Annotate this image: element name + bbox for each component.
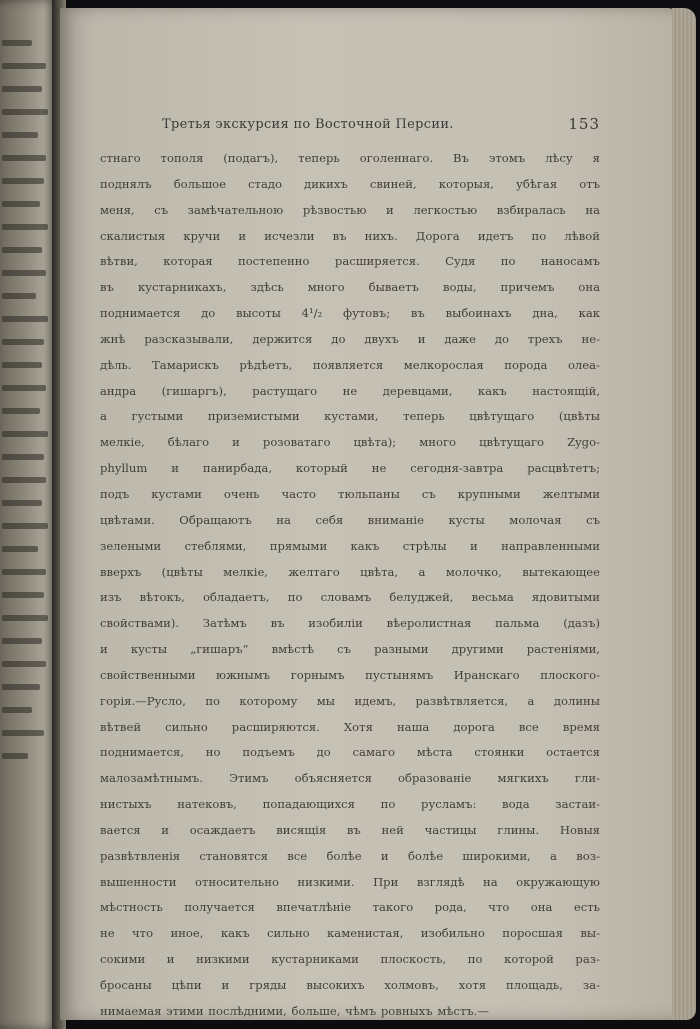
left-facing-page-fragment <box>0 0 58 1029</box>
text-line: развѣтвленія становятся все болѣе и болѣе широкими, а воз- <box>100 848 600 863</box>
text-line: изъ вѣтокъ, обладаетъ, по словамъ белуджей, весьма ядовитыми <box>100 590 600 605</box>
page-number: 153 <box>568 115 600 133</box>
body-text <box>100 146 600 1025</box>
text-line: бросаны цѣпи и гряды высокихъ холмовъ, хотя площадь, за- <box>100 978 600 992</box>
text-line: жнѣ разсказывали, держится до двухъ и даже до трехъ не- <box>100 331 600 346</box>
text-line: подъ кустами очень часто тюльпаны съ крупными желтыми <box>100 486 600 501</box>
text-line: поднимается, но подъемъ до самаго мѣста стоянки остается <box>100 745 600 760</box>
text-line: phyllum и панирбада, который не сегодня-завтра расцвѣтетъ; <box>100 461 600 476</box>
text-line: вверхъ (цвѣты мелкіе, желтаго цвѣта, а молочко, вытекающее <box>100 564 600 579</box>
text-line: мѣстность получается впечатлѣніе такого рода, что она есть <box>100 900 600 915</box>
text-line: скалистыя кручи и исчезли въ нихъ. Дорога идетъ по лѣвой <box>100 228 600 243</box>
text-line: вышенности относительно низкими. При взглядѣ на окружающую <box>100 874 600 889</box>
text-line: мелкіе, бѣлаго и розоватаго цвѣта); много цвѣтущаго Zygo- <box>100 435 600 450</box>
text-line: свойственными южнымъ горнымъ пустынямъ Иранскаго плоского- <box>100 667 600 682</box>
text-line: а густыми приземистыми кустами, теперь цвѣтущаго (цвѣты <box>100 409 600 424</box>
text-line: нистыхъ натековъ, попадающихся по русламъ: вода застаи- <box>100 797 600 812</box>
text-line: свойствами). Затѣмъ въ изобиліи вѣеролистная пальма (дазъ) <box>100 616 600 631</box>
text-line: и кусты „гишаръ“ вмѣстѣ съ разными другими растеніями, <box>100 642 600 657</box>
left-page-text-fragments <box>2 40 52 776</box>
text-line: поднимается до высоты 4¹/₂ футовъ; въ выбоинахъ дна, как <box>100 306 600 321</box>
text-line: нимаемая этими послѣдними, больше, чѣмъ ровныхъ мѣстъ.— <box>100 1003 489 1018</box>
page-header <box>100 112 600 136</box>
text-line: меня, съ замѣчательною рѣзвостью и легкостью взбиралась на <box>100 202 600 217</box>
text-line: вѣтвей сильно расширяются. Хотя наша дорога все время <box>100 719 600 734</box>
text-line: цвѣтами. Обращаютъ на себя вниманіе кусты молочая съ <box>100 512 600 527</box>
text-line: не что иное, какъ сильно каменистая, изобильно поросшая вы- <box>100 926 600 941</box>
text-line: малозамѣтнымъ. Этимъ объясняется образованіе мягкихъ гли- <box>100 771 600 786</box>
text-line: поднялъ большое стадо дикихъ свиней, которыя, убѣгая отъ <box>100 176 600 191</box>
text-line: зелеными стеблями, прямыми какъ стрѣлы и направленными <box>100 538 600 553</box>
text-line: андра (гишаргъ), растущаго не деревцами, какъ настоящій, <box>100 383 600 398</box>
running-title: Третья экскурсия по Восточной Персии. <box>162 116 454 132</box>
text-line: стнаго тополя (подагъ), теперь оголеннаго. Въ этомъ лѣсу я <box>100 151 600 165</box>
text-line: вѣтви, которая постепенно расширяется. Судя по наносамъ <box>100 254 600 269</box>
text-line: въ кустарникахъ, здѣсь много бываетъ воды, причемъ она <box>100 280 600 295</box>
page-block-edge <box>672 8 696 1020</box>
text-line: дѣль. Тамарискъ рѣдѣетъ, появляется мелкорослая порода олеа- <box>100 357 600 372</box>
text-line: горія.—Русло, по которому мы идемъ, развѣтвляется, а долины <box>100 693 600 708</box>
text-line: сокими и низкими кустарниками плоскость, по которой раз- <box>100 952 600 967</box>
text-line: вается и осаждаетъ висящія въ ней частицы глины. Новыя <box>100 822 600 837</box>
